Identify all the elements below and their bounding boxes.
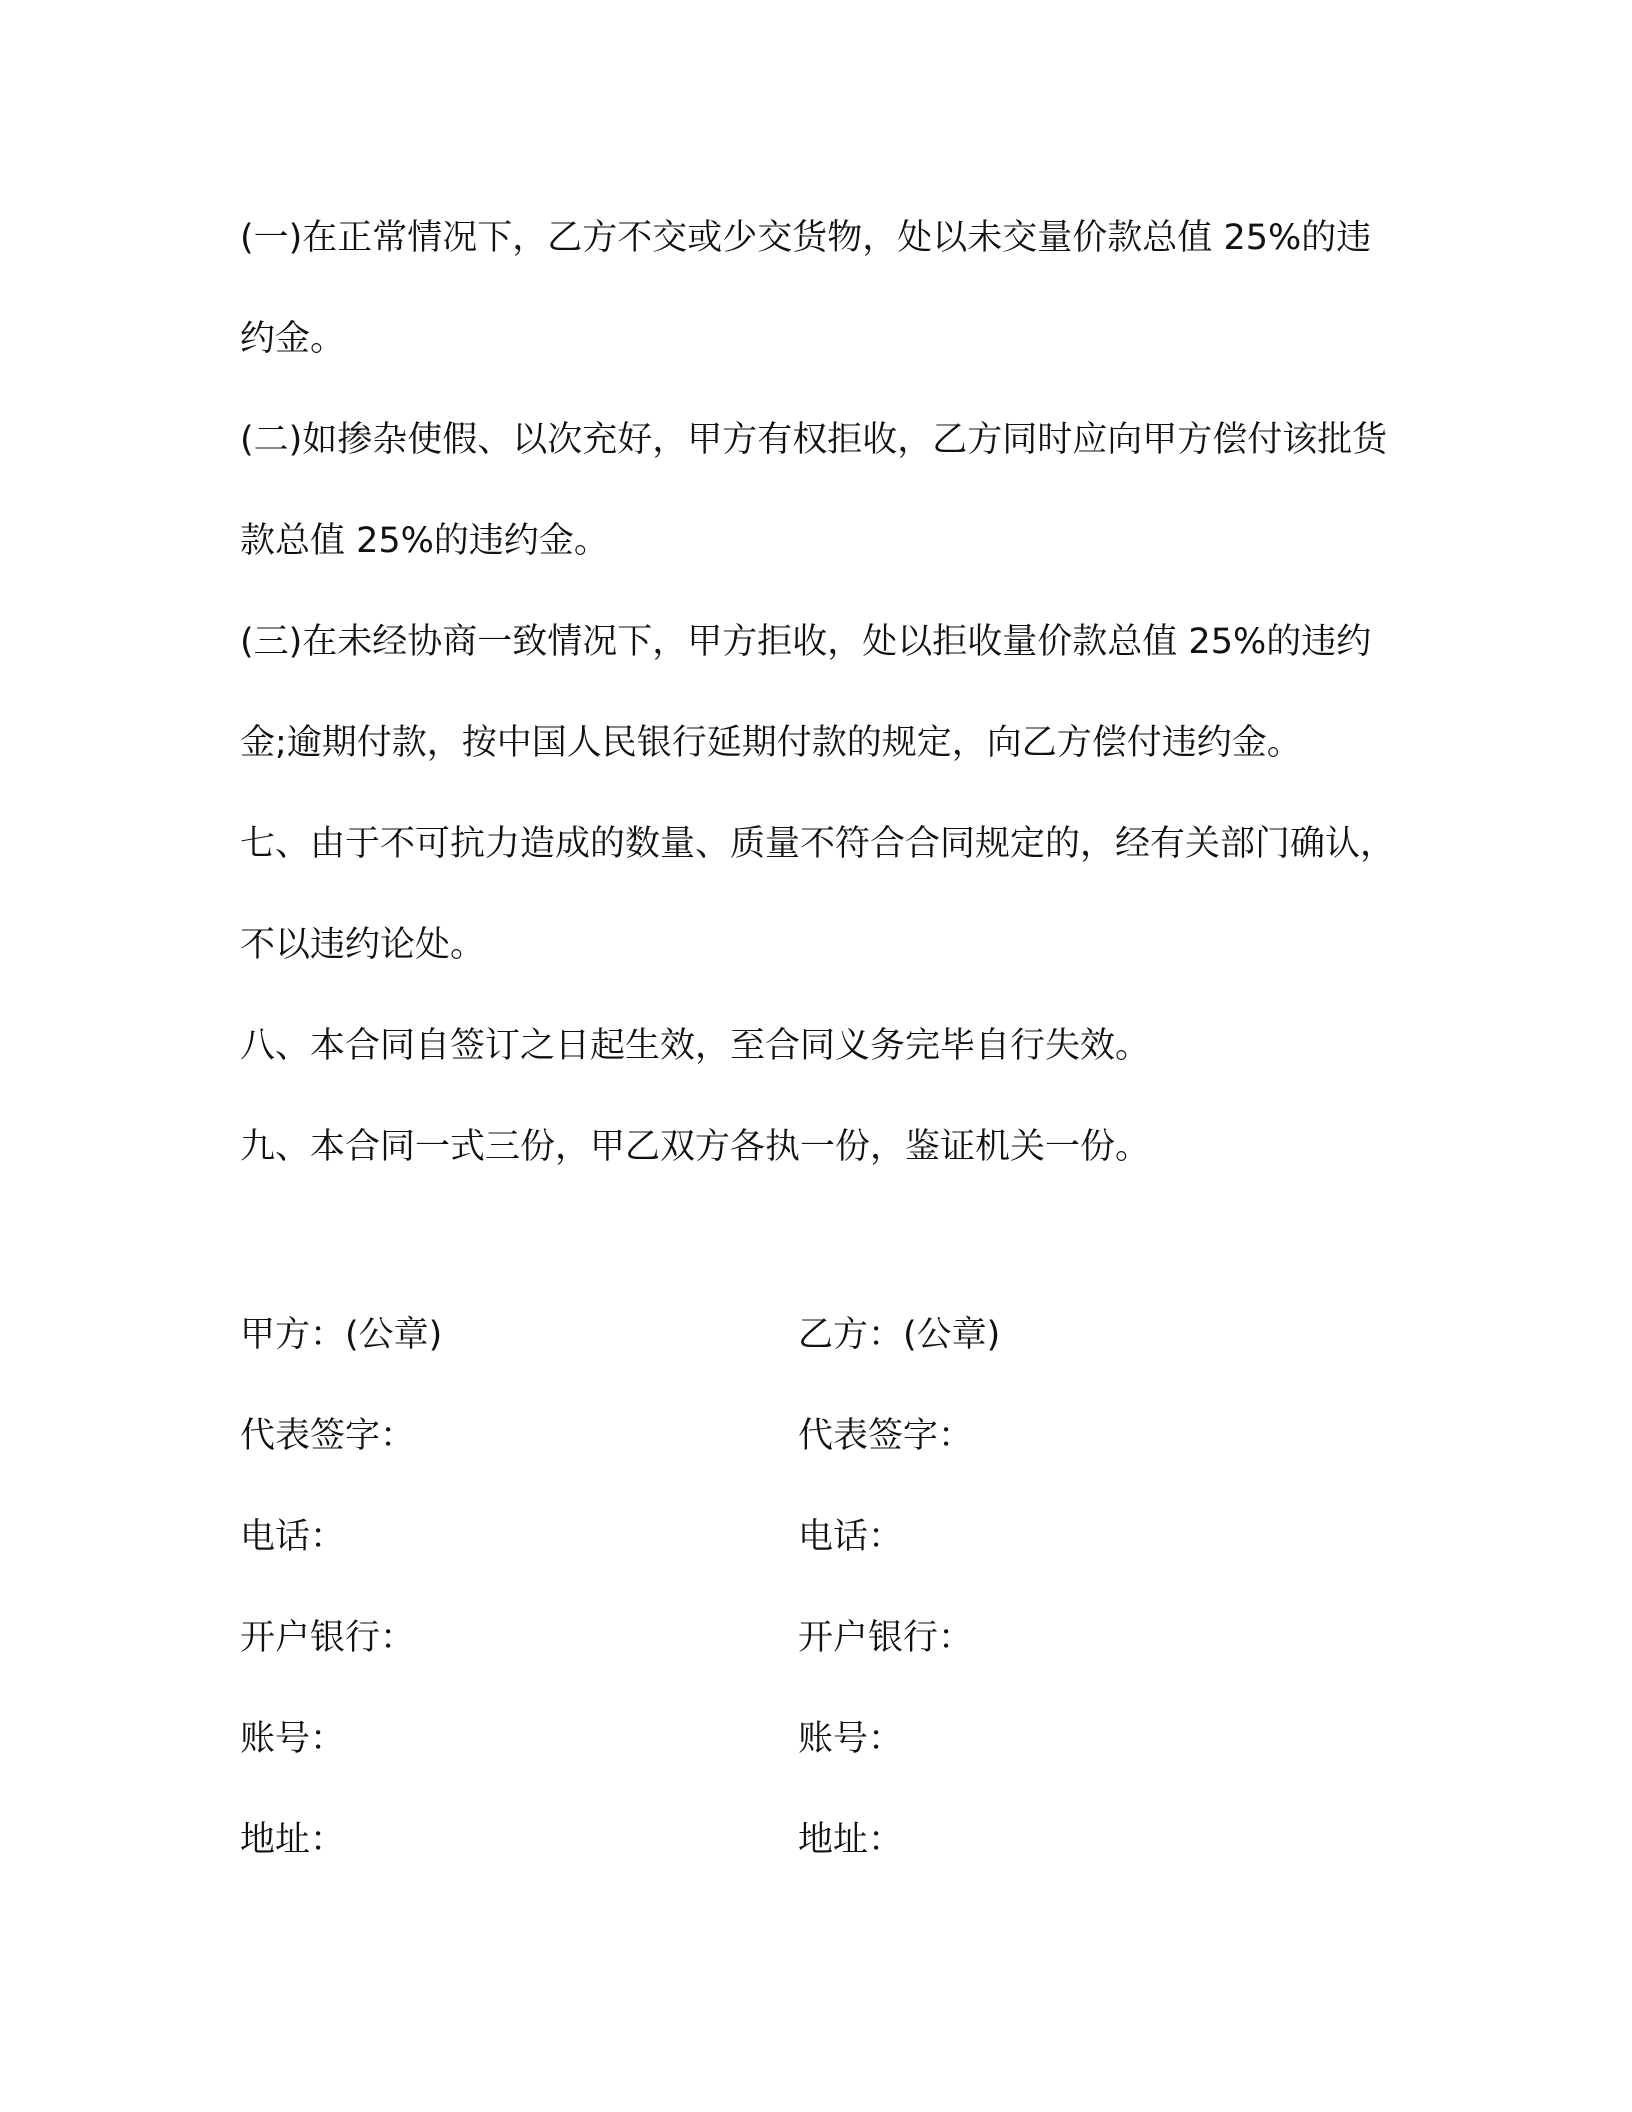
signature-row-account bbox=[240, 1689, 1400, 1790]
signature-row-bank bbox=[240, 1588, 1400, 1689]
clause-effective-date: 八、本合同自签订之日起生效，至合同义务完毕自行失效。 bbox=[240, 1026, 1151, 1066]
party-b-phone: 电话： bbox=[798, 1517, 904, 1557]
signature-block bbox=[240, 1285, 1400, 1891]
signature-row-representative bbox=[240, 1386, 1400, 1487]
signature-row-phone bbox=[240, 1487, 1400, 1588]
party-a-address: 地址： bbox=[240, 1820, 346, 1860]
party-a-phone: 电话： bbox=[240, 1517, 346, 1557]
clause-copies: 九、本合同一式三份，甲乙双方各执一份，鉴证机关一份。 bbox=[240, 1127, 1151, 1167]
signature-row-address bbox=[240, 1790, 1400, 1891]
party-b-seal: 乙方：(公章) bbox=[798, 1315, 1001, 1355]
party-b-address: 地址： bbox=[798, 1820, 904, 1860]
party-a-account: 账号： bbox=[240, 1719, 346, 1759]
clause-force-majeure: 七、由于不可抗力造成的数量、质量不符合合同规定的，经有关部门确认，不以违约论处。 bbox=[240, 824, 1396, 965]
party-b-representative: 代表签字： bbox=[798, 1416, 974, 1456]
party-b-bank: 开户银行： bbox=[798, 1618, 974, 1658]
contract-body bbox=[240, 188, 1400, 1198]
party-a-seal: 甲方：(公章) bbox=[240, 1315, 443, 1355]
clause-penalty-short-delivery: (一)在正常情况下，乙方不交或少交货物，处以未交量价款总值 25%的违约金。 bbox=[240, 218, 1372, 359]
party-a-bank: 开户银行： bbox=[240, 1618, 416, 1658]
clause-penalty-rejection: (三)在未经协商一致情况下，甲方拒收，处以拒收量价款总值 25%的违约金;逾期付款，按中国人民银行延期付款的规定，向乙方偿付违约金。 bbox=[240, 622, 1372, 763]
signature-row-seal bbox=[240, 1285, 1400, 1386]
party-b-account: 账号： bbox=[798, 1719, 904, 1759]
party-a-representative: 代表签字： bbox=[240, 1416, 416, 1456]
clause-penalty-adulteration: (二)如掺杂使假、以次充好，甲方有权拒收，乙方同时应向甲方偿付该批货款总值 25%的违约金。 bbox=[240, 420, 1388, 561]
